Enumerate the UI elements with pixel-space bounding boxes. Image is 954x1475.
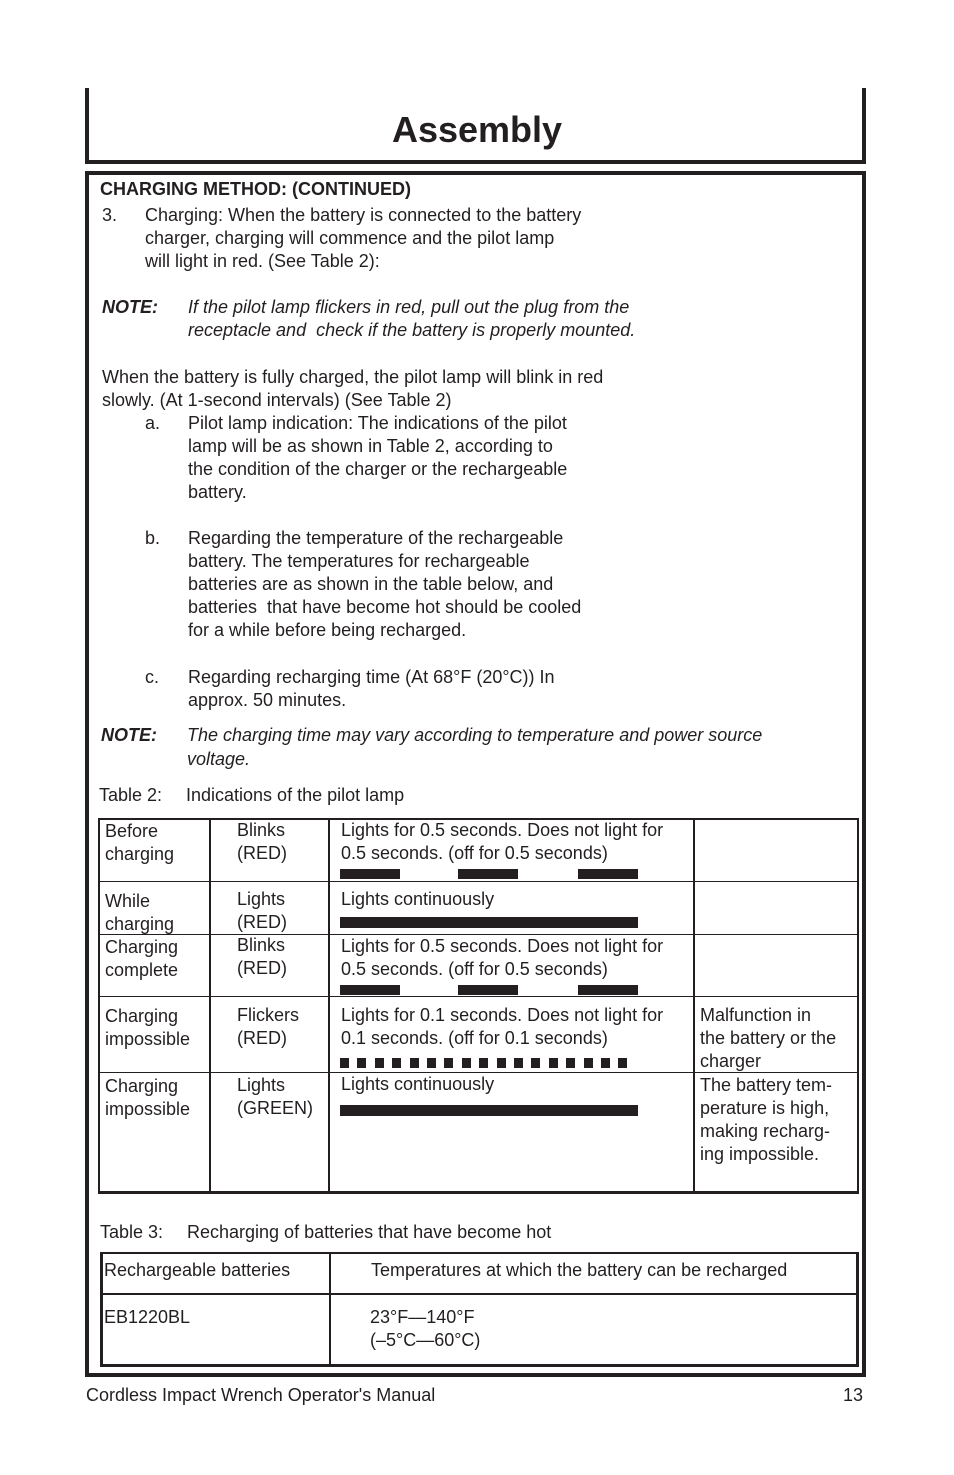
- table2-lamp-cell: (RED): [237, 843, 287, 863]
- note-label: NOTE:: [101, 725, 157, 745]
- item-text-line: for a while before being recharged.: [188, 620, 467, 640]
- table2-lamp-cell: (GREEN): [237, 1098, 313, 1118]
- table2-remark-cell: perature is high,: [700, 1098, 830, 1118]
- table2-description-cell: 0.1 seconds. (off for 0.1 seconds): [341, 1028, 608, 1048]
- table2-col-divider: [693, 818, 695, 1194]
- table2-remark-cell: The battery tem-: [700, 1075, 833, 1095]
- flicker-indicator-dot: [427, 1058, 436, 1068]
- item-text-line: batteries that have become hot should be cooled: [188, 597, 582, 617]
- blink-indicator-segment: [458, 869, 518, 879]
- solid-indicator-bar: [340, 917, 638, 928]
- content-frame-top: [85, 171, 866, 175]
- table3-border-left: [100, 1252, 103, 1367]
- table2-remark-cell: making recharg-: [700, 1121, 831, 1141]
- table2-remark-cell: charger: [700, 1051, 762, 1071]
- table2-status-cell: charging: [105, 844, 175, 864]
- note-text-line: The charging time may vary according to temperature and power source: [187, 725, 763, 745]
- item-letter: c.: [145, 667, 160, 687]
- table3-temp-fahrenheit: 23°F—140°F: [370, 1307, 475, 1327]
- table2-remark-cell: the battery or the: [700, 1028, 837, 1048]
- flicker-indicator-dot: [479, 1058, 488, 1068]
- table2-lamp-cell: Blinks: [237, 935, 286, 955]
- content-frame-bottom: [85, 1373, 866, 1377]
- blink-indicator-segment: [578, 869, 638, 879]
- item-text-line: the condition of the charger or the rechargeable: [188, 459, 568, 479]
- flicker-indicator-dot: [357, 1058, 366, 1068]
- content-frame-left: [85, 171, 89, 1377]
- table2-border-bottom: [98, 1191, 859, 1194]
- note-text-line: receptacle and check if the battery is properly mounted.: [188, 320, 636, 340]
- table2-lamp-cell: Lights: [237, 1075, 286, 1095]
- flicker-indicator-dot: [375, 1058, 384, 1068]
- footer-page-number: 13: [843, 1385, 864, 1405]
- table2-border-right: [857, 818, 859, 1194]
- flicker-indicator-dot: [601, 1058, 610, 1068]
- flicker-indicator-dot: [444, 1058, 453, 1068]
- item-text-line: battery. The temperatures for rechargeable: [188, 551, 530, 571]
- footer-manual-title: Cordless Impact Wrench Operator's Manual: [86, 1385, 436, 1405]
- step-text-line: Charging: When the battery is connected to the battery: [145, 205, 582, 225]
- title-box-bottom-border: [85, 160, 866, 164]
- table2-description-cell: Lights continuously: [341, 889, 495, 909]
- table2-lamp-cell: Flickers: [237, 1005, 299, 1025]
- item-text-line: Regarding recharging time (At 68°F (20°C)) In: [188, 667, 555, 687]
- item-text-line: batteries are as shown in the table below, and: [188, 574, 554, 594]
- table3-temp-celsius: (–5°C—60°C): [370, 1330, 481, 1350]
- table2-status-cell: complete: [105, 960, 179, 980]
- blink-indicator-segment: [340, 869, 400, 879]
- item-text-line: battery.: [188, 482, 247, 502]
- blink-indicator-segment: [458, 985, 518, 995]
- table2-status-cell: Charging: [105, 1006, 179, 1026]
- flicker-indicator-dot: [340, 1058, 349, 1068]
- table3-caption-text: Recharging of batteries that have become hot: [187, 1222, 552, 1242]
- step-text-line: will light in red. (See Table 2):: [145, 251, 380, 271]
- note-text-line: voltage.: [187, 749, 251, 769]
- item-letter: a.: [145, 413, 161, 433]
- table2-remark-cell: Malfunction in: [700, 1005, 812, 1025]
- table2-description-cell: Lights for 0.5 seconds. Does not light for: [341, 936, 664, 956]
- flicker-indicator-dot: [531, 1058, 540, 1068]
- table2-lamp-cell: Lights: [237, 889, 286, 909]
- table3-border-top: [100, 1252, 859, 1254]
- item-text-line: Pilot lamp indication: The indications of the pilot: [188, 413, 567, 433]
- note-text-line: If the pilot lamp flickers in red, pull out the plug from the: [188, 297, 630, 317]
- table2-description-cell: Lights for 0.1 seconds. Does not light for: [341, 1005, 664, 1025]
- table2-lamp-cell: (RED): [237, 1028, 287, 1048]
- table2-status-cell: Before: [105, 821, 159, 841]
- table2-border-left: [98, 818, 100, 1194]
- table2-row-divider: [98, 996, 859, 997]
- section-heading: CHARGING METHOD: (CONTINUED): [100, 179, 411, 199]
- step-number: 3.: [102, 205, 118, 225]
- blink-indicator-segment: [340, 985, 400, 995]
- table2-remark-cell: ing impossible.: [700, 1144, 820, 1164]
- table2-lamp-cell: Blinks: [237, 820, 286, 840]
- table3-border-right: [856, 1252, 859, 1367]
- table3-header-divider: [100, 1293, 859, 1295]
- table2-caption-number: Table 2:: [99, 785, 163, 805]
- flicker-indicator-dot: [514, 1058, 523, 1068]
- table3-header-batteries: Rechargeable batteries: [104, 1260, 291, 1280]
- table2-status-cell: While: [105, 891, 151, 911]
- item-letter: b.: [145, 528, 161, 548]
- table2-description-cell: 0.5 seconds. (off for 0.5 seconds): [341, 843, 608, 863]
- flicker-indicator-dot: [462, 1058, 471, 1068]
- item-text-line: lamp will be as shown in Table 2, according to: [188, 436, 553, 456]
- flicker-indicator-dot: [410, 1058, 419, 1068]
- table2-status-cell: impossible: [105, 1099, 191, 1119]
- table2-description-cell: Lights continuously: [341, 1074, 495, 1094]
- table2-col-divider: [209, 818, 211, 1194]
- table2-caption-text: Indications of the pilot lamp: [186, 785, 405, 805]
- flicker-indicator-dot: [549, 1058, 558, 1068]
- step-text-line: charger, charging will commence and the pilot lamp: [145, 228, 555, 248]
- flicker-indicator-dot: [584, 1058, 593, 1068]
- flicker-indicator-dot: [497, 1058, 506, 1068]
- note-label: NOTE:: [102, 297, 158, 317]
- page-title: Assembly: [391, 109, 563, 150]
- flicker-indicator-dot: [392, 1058, 401, 1068]
- table3-battery-model: EB1220BL: [104, 1307, 191, 1327]
- item-text-line: approx. 50 minutes.: [188, 690, 347, 710]
- table2-status-cell: charging: [105, 914, 175, 934]
- table3-header-temperatures: Temperatures at which the battery can be recharged: [371, 1260, 788, 1280]
- table2-col-divider: [328, 818, 330, 1194]
- flicker-indicator-dot: [566, 1058, 575, 1068]
- paragraph-line: When the battery is fully charged, the pilot lamp will blink in red: [102, 367, 604, 387]
- table3-caption-number: Table 3:: [100, 1222, 164, 1242]
- table2-description-cell: Lights for 0.5 seconds. Does not light for: [341, 820, 664, 840]
- table3-border-bottom: [100, 1364, 859, 1367]
- table3-col-divider: [329, 1252, 331, 1367]
- table2-lamp-cell: (RED): [237, 912, 287, 932]
- table2-lamp-cell: (RED): [237, 958, 287, 978]
- solid-indicator-bar: [340, 1105, 638, 1116]
- content-frame-right: [862, 171, 866, 1377]
- table2-row-divider: [98, 881, 859, 882]
- table2-description-cell: 0.5 seconds. (off for 0.5 seconds): [341, 959, 608, 979]
- item-text-line: Regarding the temperature of the rechargeable: [188, 528, 564, 548]
- flicker-indicator-dot: [618, 1058, 627, 1068]
- table2-status-cell: Charging: [105, 1076, 179, 1096]
- blink-indicator-segment: [578, 985, 638, 995]
- paragraph-line: slowly. (At 1-second intervals) (See Table 2): [102, 390, 452, 410]
- table2-status-cell: Charging: [105, 937, 179, 957]
- table2-status-cell: impossible: [105, 1029, 191, 1049]
